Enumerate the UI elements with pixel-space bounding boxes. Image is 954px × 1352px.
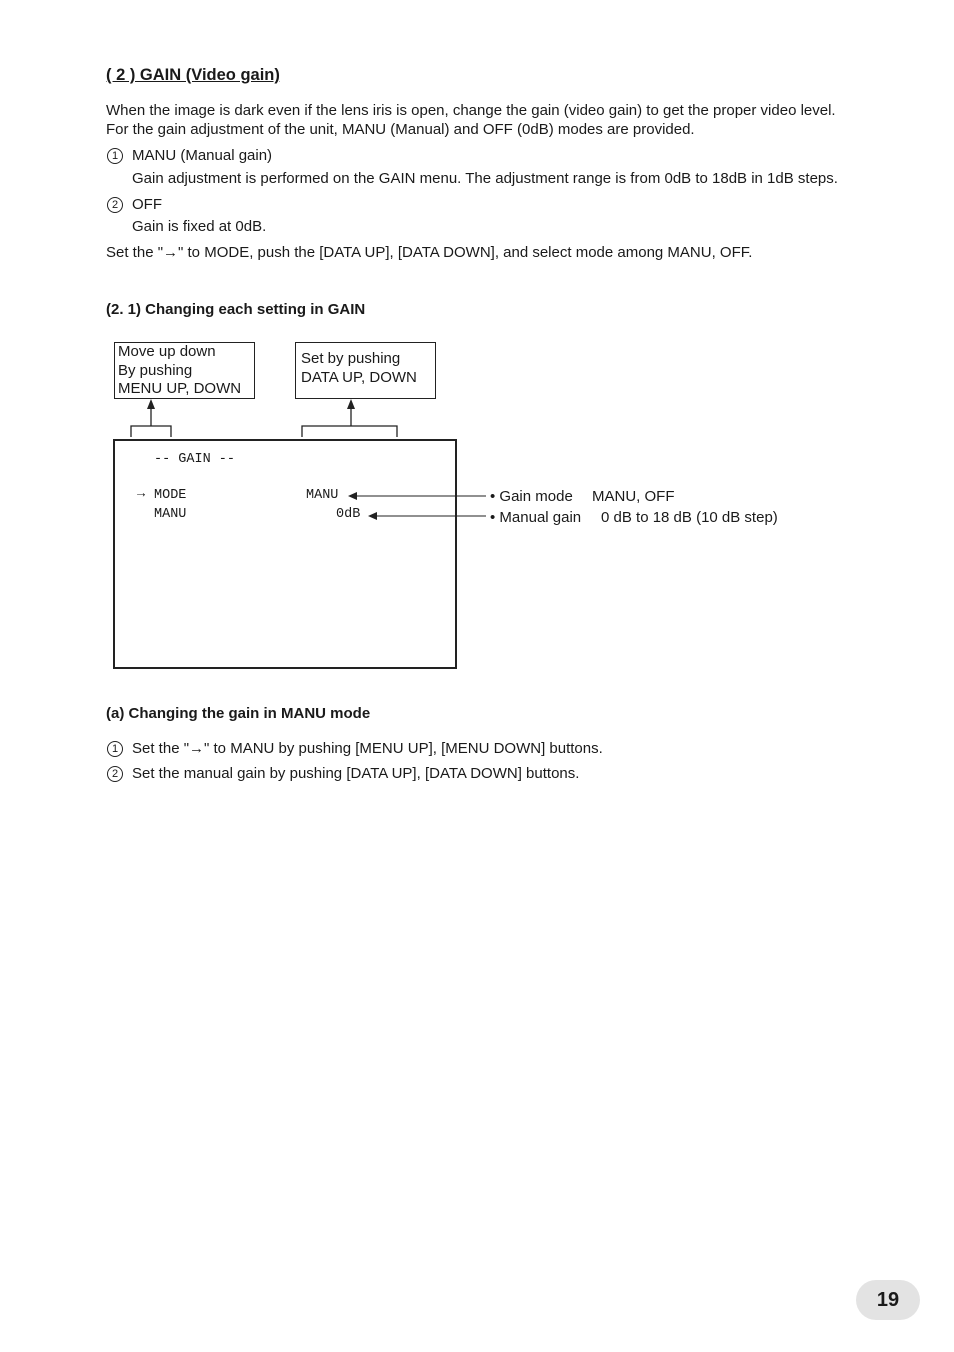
- annotation-gain-mode-label: • Gain mode: [490, 488, 573, 505]
- step-number-1: 1: [107, 741, 123, 757]
- menu-row-manu-value: 0dB: [336, 507, 361, 522]
- item-desc-off: Gain is fixed at 0dB.: [132, 218, 267, 235]
- subsection-heading: (2. 1) Changing each setting in GAIN: [106, 301, 366, 318]
- procedure-heading: (a) Changing the gain in MANU mode: [106, 705, 371, 722]
- step-text-1: Set the "→" to MANU by pushing [MENU UP], [MENU DOWN] buttons.: [132, 740, 603, 757]
- item-number-2: 2: [107, 197, 123, 213]
- item-desc-manu: Gain adjustment is performed on the GAIN menu. The adjustment range is from 0dB to 18dB in 1dB steps.: [132, 170, 838, 187]
- menu-title: -- GAIN --: [154, 452, 236, 467]
- box-left-line-2: By pushing: [118, 361, 193, 379]
- box-right-line-2: DATA UP, DOWN: [301, 368, 417, 386]
- section-title: ( 2 ) GAIN (Video gain): [106, 66, 280, 84]
- item-label-off: OFF: [132, 196, 162, 213]
- box-right-line-1: Set by pushing: [301, 350, 401, 367]
- gain-menu-screen: [113, 439, 457, 669]
- right-arrowhead: [347, 399, 355, 409]
- intro-line-1: When the image is dark even if the lens iris is open, change the gain (video gain) to get the proper video level.: [106, 102, 836, 119]
- box-left-line-1: Move up down: [118, 343, 216, 360]
- menu-row-manu-label: MANU: [154, 507, 187, 522]
- intro-line-2: For the gain adjustment of the unit, MANU (Manual) and OFF (0dB) modes are provided.: [106, 121, 695, 138]
- right-bracket: [302, 426, 397, 437]
- annotation-manual-gain-label: • Manual gain: [490, 509, 582, 526]
- annotation-manual-gain-values: 0 dB to 18 dB (10 dB step): [601, 509, 778, 526]
- item-label-manu: MANU (Manual gain): [132, 147, 273, 164]
- menu-row-mode-label: MODE: [154, 488, 187, 503]
- menu-row-mode-value: MANU: [306, 488, 339, 503]
- annotation-gain-mode-values: MANU, OFF: [592, 488, 675, 505]
- set-mode-instruction: Set the "→" to MODE, push the [DATA UP], [DATA DOWN], and select mode among MANU, OFF.: [106, 244, 753, 261]
- step-text-2: Set the manual gain by pushing [DATA UP], [DATA DOWN] buttons.: [132, 765, 580, 782]
- left-arrowhead: [147, 399, 155, 409]
- page-number: 19: [876, 1289, 900, 1311]
- left-bracket: [131, 426, 171, 437]
- cursor-arrow-icon: →: [137, 487, 146, 502]
- step-number-2: 2: [107, 766, 123, 782]
- item-number-1: 1: [107, 148, 123, 164]
- box-left-line-3: MENU UP, DOWN: [118, 380, 242, 397]
